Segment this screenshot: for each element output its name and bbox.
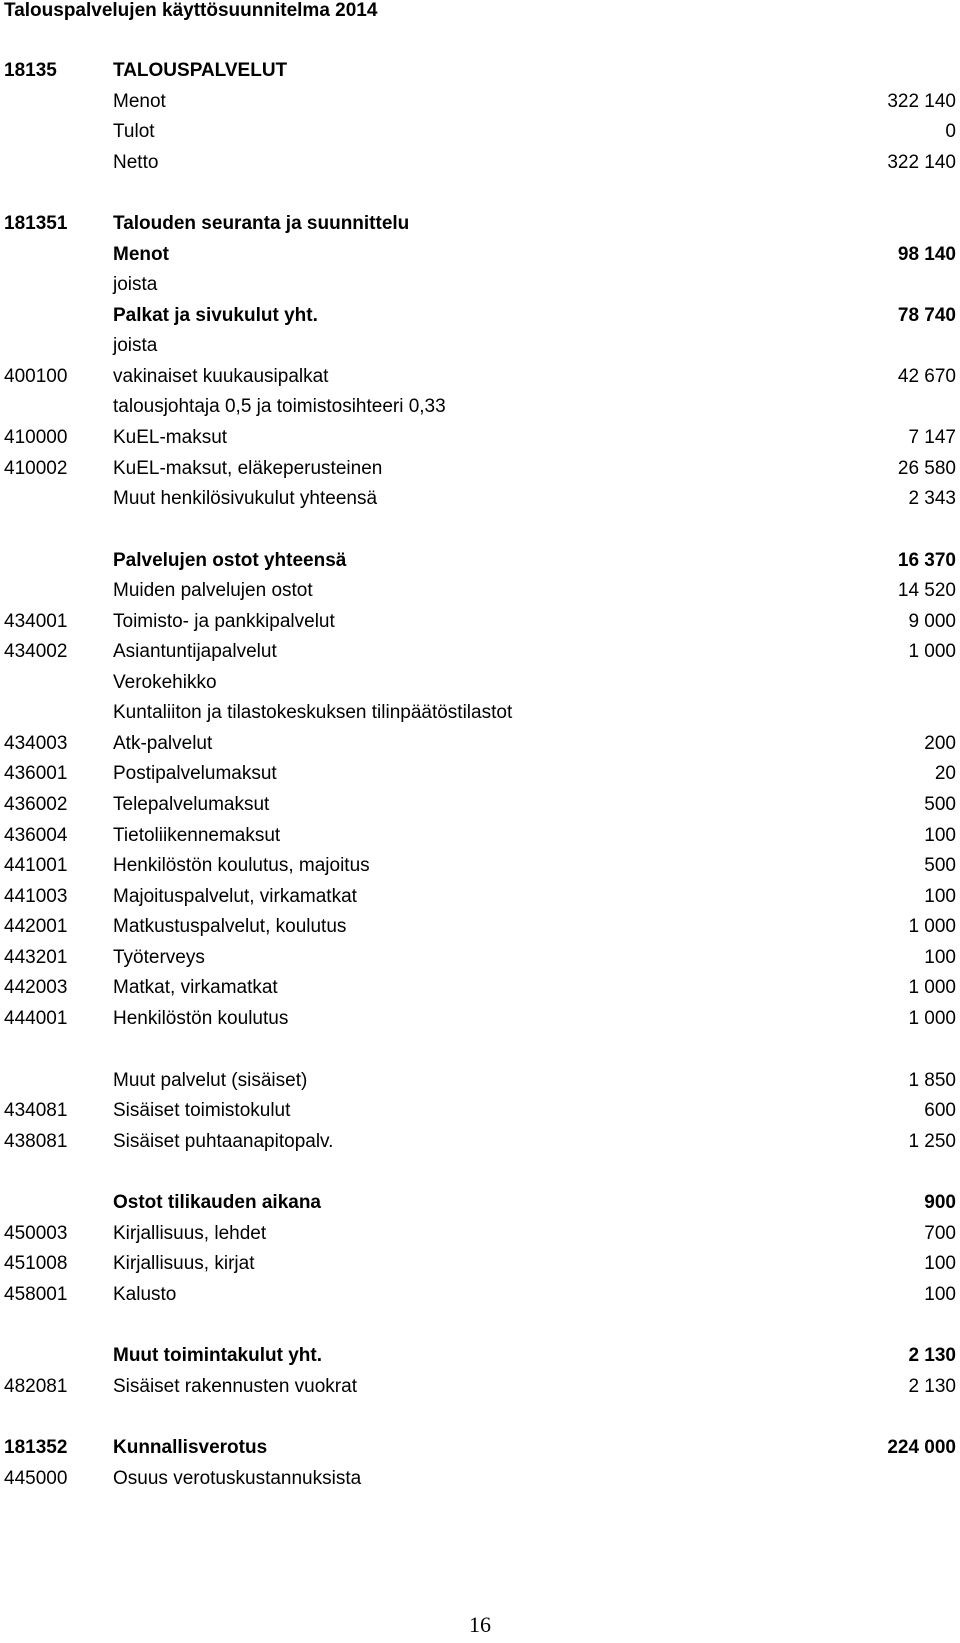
row-label: TALOUSPALVELUT [113,60,288,81]
row-amount: 322 140 [887,152,956,173]
table-row [0,1464,960,1494]
table-row [0,607,960,637]
row-label: Sisäiset toimistokulut [113,1100,291,1121]
row-label: Muut henkilösivukulut yhteensä [113,488,378,509]
account-code: 482081 [4,1376,68,1397]
row-amount: 900 [924,1192,956,1213]
row-label: Matkustuspalvelut, koulutus [113,916,347,937]
account-code: 410000 [4,427,68,448]
row-label: Henkilöstön koulutus, majoitus [113,855,370,876]
table-row [0,1341,960,1371]
row-amount: 1 000 [908,977,956,998]
account-code: 445000 [4,1468,68,1489]
table-row [0,1249,960,1279]
table-row [0,1219,960,1249]
row-label: Osuus verotuskustannuksista [113,1468,362,1489]
table-row [0,87,960,117]
table-row [0,973,960,1003]
table-row [0,454,960,484]
row-label: Muut palvelut (sisäiset) [113,1070,308,1091]
row-amount: 16 370 [897,550,956,571]
table-row [0,668,960,698]
account-code: 451008 [4,1253,68,1274]
table-row [0,759,960,789]
table-row [0,56,960,86]
row-amount: 200 [924,733,956,754]
row-amount: 100 [924,825,956,846]
row-label: KuEL-maksut [113,427,228,448]
row-amount: 2 130 [908,1345,956,1366]
table-row [0,729,960,759]
row-amount: 98 140 [897,244,956,265]
row-label: joista [113,274,158,295]
table-row [0,148,960,178]
row-amount: 322 140 [887,91,956,112]
table-row [0,546,960,576]
row-label: Palvelujen ostot yhteensä [113,550,347,571]
row-label: Muiden palvelujen ostot [113,580,313,601]
row-label: Netto [113,152,159,173]
account-code: 410002 [4,458,68,479]
row-label: Matkat, virkamatkat [113,977,278,998]
table-row [0,943,960,973]
table-row [0,912,960,942]
row-amount: 2 130 [908,1376,956,1397]
table-row [0,1066,960,1096]
table-row [0,576,960,606]
account-code: 436001 [4,763,68,784]
table-row [0,301,960,331]
row-amount: 100 [924,886,956,907]
row-label: Toimisto- ja pankkipalvelut [113,611,335,632]
row-label: vakinaiset kuukausipalkat [113,366,329,387]
row-label: Kirjallisuus, kirjat [113,1253,255,1274]
row-label: Postipalvelumaksut [113,763,277,784]
row-label: Menot [113,244,169,265]
row-label: Ostot tilikauden aikana [113,1192,321,1213]
row-amount: 2 343 [908,488,956,509]
table-row [0,117,960,147]
row-amount: 100 [924,1253,956,1274]
account-code: 434081 [4,1100,68,1121]
row-amount: 0 [945,121,956,142]
row-label: Työterveys [113,947,205,968]
row-label: Henkilöstön koulutus [113,1008,289,1029]
table-row [0,1280,960,1310]
row-amount: 700 [924,1223,956,1244]
table-row [0,392,960,422]
row-amount: 100 [924,1284,956,1305]
table-row [0,882,960,912]
table-row [0,331,960,361]
table-row [0,1004,960,1034]
account-code: 181352 [4,1437,68,1458]
row-amount: 1 850 [908,1070,956,1091]
row-amount: 9 000 [908,611,956,632]
document-title: Talouspalvelujen käyttösuunnitelma 2014 [4,0,378,21]
row-label: Verokehikko [113,672,217,693]
row-amount: 7 147 [908,427,956,448]
row-label: talousjohtaja 0,5 ja toimistosihteeri 0,33 [113,396,446,417]
row-amount: 500 [924,794,956,815]
row-label: Palkat ja sivukulut yht. [113,305,318,326]
row-label: Talouden seuranta ja suunnittelu [113,213,410,234]
row-label: joista [113,335,158,356]
row-label: KuEL-maksut, eläkeperusteinen [113,458,383,479]
row-amount: 600 [924,1100,956,1121]
table-row [0,821,960,851]
table-row [0,209,960,239]
row-amount: 500 [924,855,956,876]
row-label: Tietoliikennemaksut [113,825,281,846]
page-number: 16 [469,1612,491,1637]
row-label: Asiantuntijapalvelut [113,641,277,662]
account-code: 450003 [4,1223,68,1244]
row-label: Majoituspalvelut, virkamatkat [113,886,357,907]
table-row [0,1096,960,1126]
row-amount: 1 000 [908,916,956,937]
account-code: 18135 [4,60,57,81]
row-label: Sisäiset rakennusten vuokrat [113,1376,357,1397]
account-code: 441003 [4,886,68,907]
row-amount: 100 [924,947,956,968]
table-row [0,851,960,881]
row-amount: 1 000 [908,1008,956,1029]
table-row [0,423,960,453]
row-amount: 26 580 [897,458,956,479]
row-label: Kuntaliiton ja tilastokeskuksen tilinpäätöstilastot [113,702,513,723]
account-code: 438081 [4,1131,68,1152]
table-row [0,637,960,667]
table-row [0,1127,960,1157]
account-code: 441001 [4,855,68,876]
row-label: Kunnallisverotus [113,1437,268,1458]
account-code: 436002 [4,794,68,815]
row-label: Muut toimintakulut yht. [113,1345,322,1366]
account-code: 181351 [4,213,68,234]
row-label: Menot [113,91,166,112]
account-code: 434001 [4,611,68,632]
table-row [0,484,960,514]
row-label: Kirjallisuus, lehdet [113,1223,267,1244]
row-label: Tulot [113,121,155,142]
row-amount: 42 670 [897,366,956,387]
table-row [0,1433,960,1463]
table-row [0,362,960,392]
account-code: 442001 [4,916,68,937]
table-row [0,1188,960,1218]
row-amount: 1 250 [908,1131,956,1152]
row-amount: 20 [934,763,956,784]
account-code: 436004 [4,825,68,846]
account-code: 444001 [4,1008,68,1029]
account-code: 434003 [4,733,68,754]
row-label: Atk-palvelut [113,733,213,754]
table-row [0,1372,960,1402]
account-code: 443201 [4,947,68,968]
row-amount: 14 520 [897,580,956,601]
table-row [0,790,960,820]
account-code: 434002 [4,641,68,662]
table-row [0,240,960,270]
row-amount: 78 740 [897,305,956,326]
account-code: 442003 [4,977,68,998]
account-code: 400100 [4,366,68,387]
row-amount: 224 000 [887,1437,956,1458]
row-label: Sisäiset puhtaanapitopalv. [113,1131,334,1152]
row-amount: 1 000 [908,641,956,662]
table-row [0,698,960,728]
table-row [0,270,960,300]
row-label: Kalusto [113,1284,177,1305]
account-code: 458001 [4,1284,68,1305]
row-label: Telepalvelumaksut [113,794,270,815]
